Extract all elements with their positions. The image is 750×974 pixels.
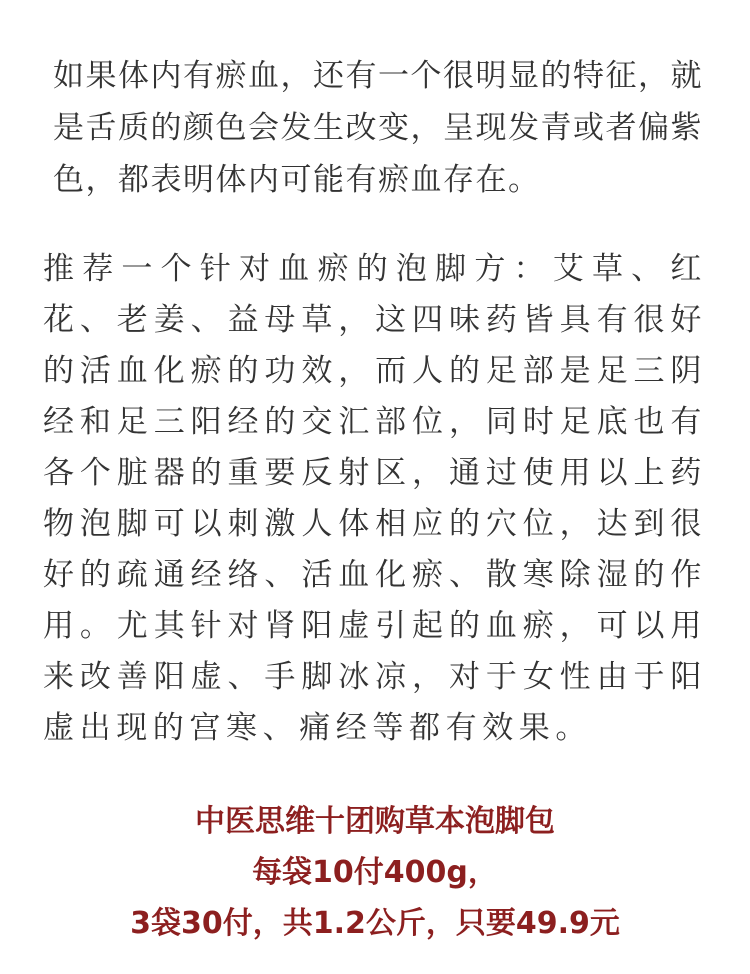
paragraph-blood-stasis-symptom: 如果体内有瘀血，还有一个很明显的特征，就是舌质的颜色会发生改变，呈现发青或者偏紫色，都表明体内可能有瘀血存在。	[53, 58, 703, 198]
promo-block	[0, 796, 750, 949]
promo-price: 3袋30付，共1.2公斤，只要49.9元	[130, 906, 620, 941]
promo-package-info: 每袋10付400g，	[252, 855, 498, 890]
promo-title: 中医思维十团购草本泡脚包	[195, 804, 555, 839]
paragraph-footbath-recommendation: 推荐一个针对血瘀的泡脚方：艾草、红花、老姜、益母草，这四味药皆具有很好的活血化瘀的功效，而人的足部是足三阴经和足三阳经的交汇部位，同时足底也有各个脏器的重要反射区，通过使用以上药物泡脚可以刺激人体相应的穴位，达到很好的疏通经络、活血化瘀、散寒除湿的作用。尤其针对肾阳虚引起的血瘀，可以用来改善阳虚、手脚冰凉，对于女性由于阳虚出现的宫寒、痛经等都有效果。	[43, 251, 707, 746]
